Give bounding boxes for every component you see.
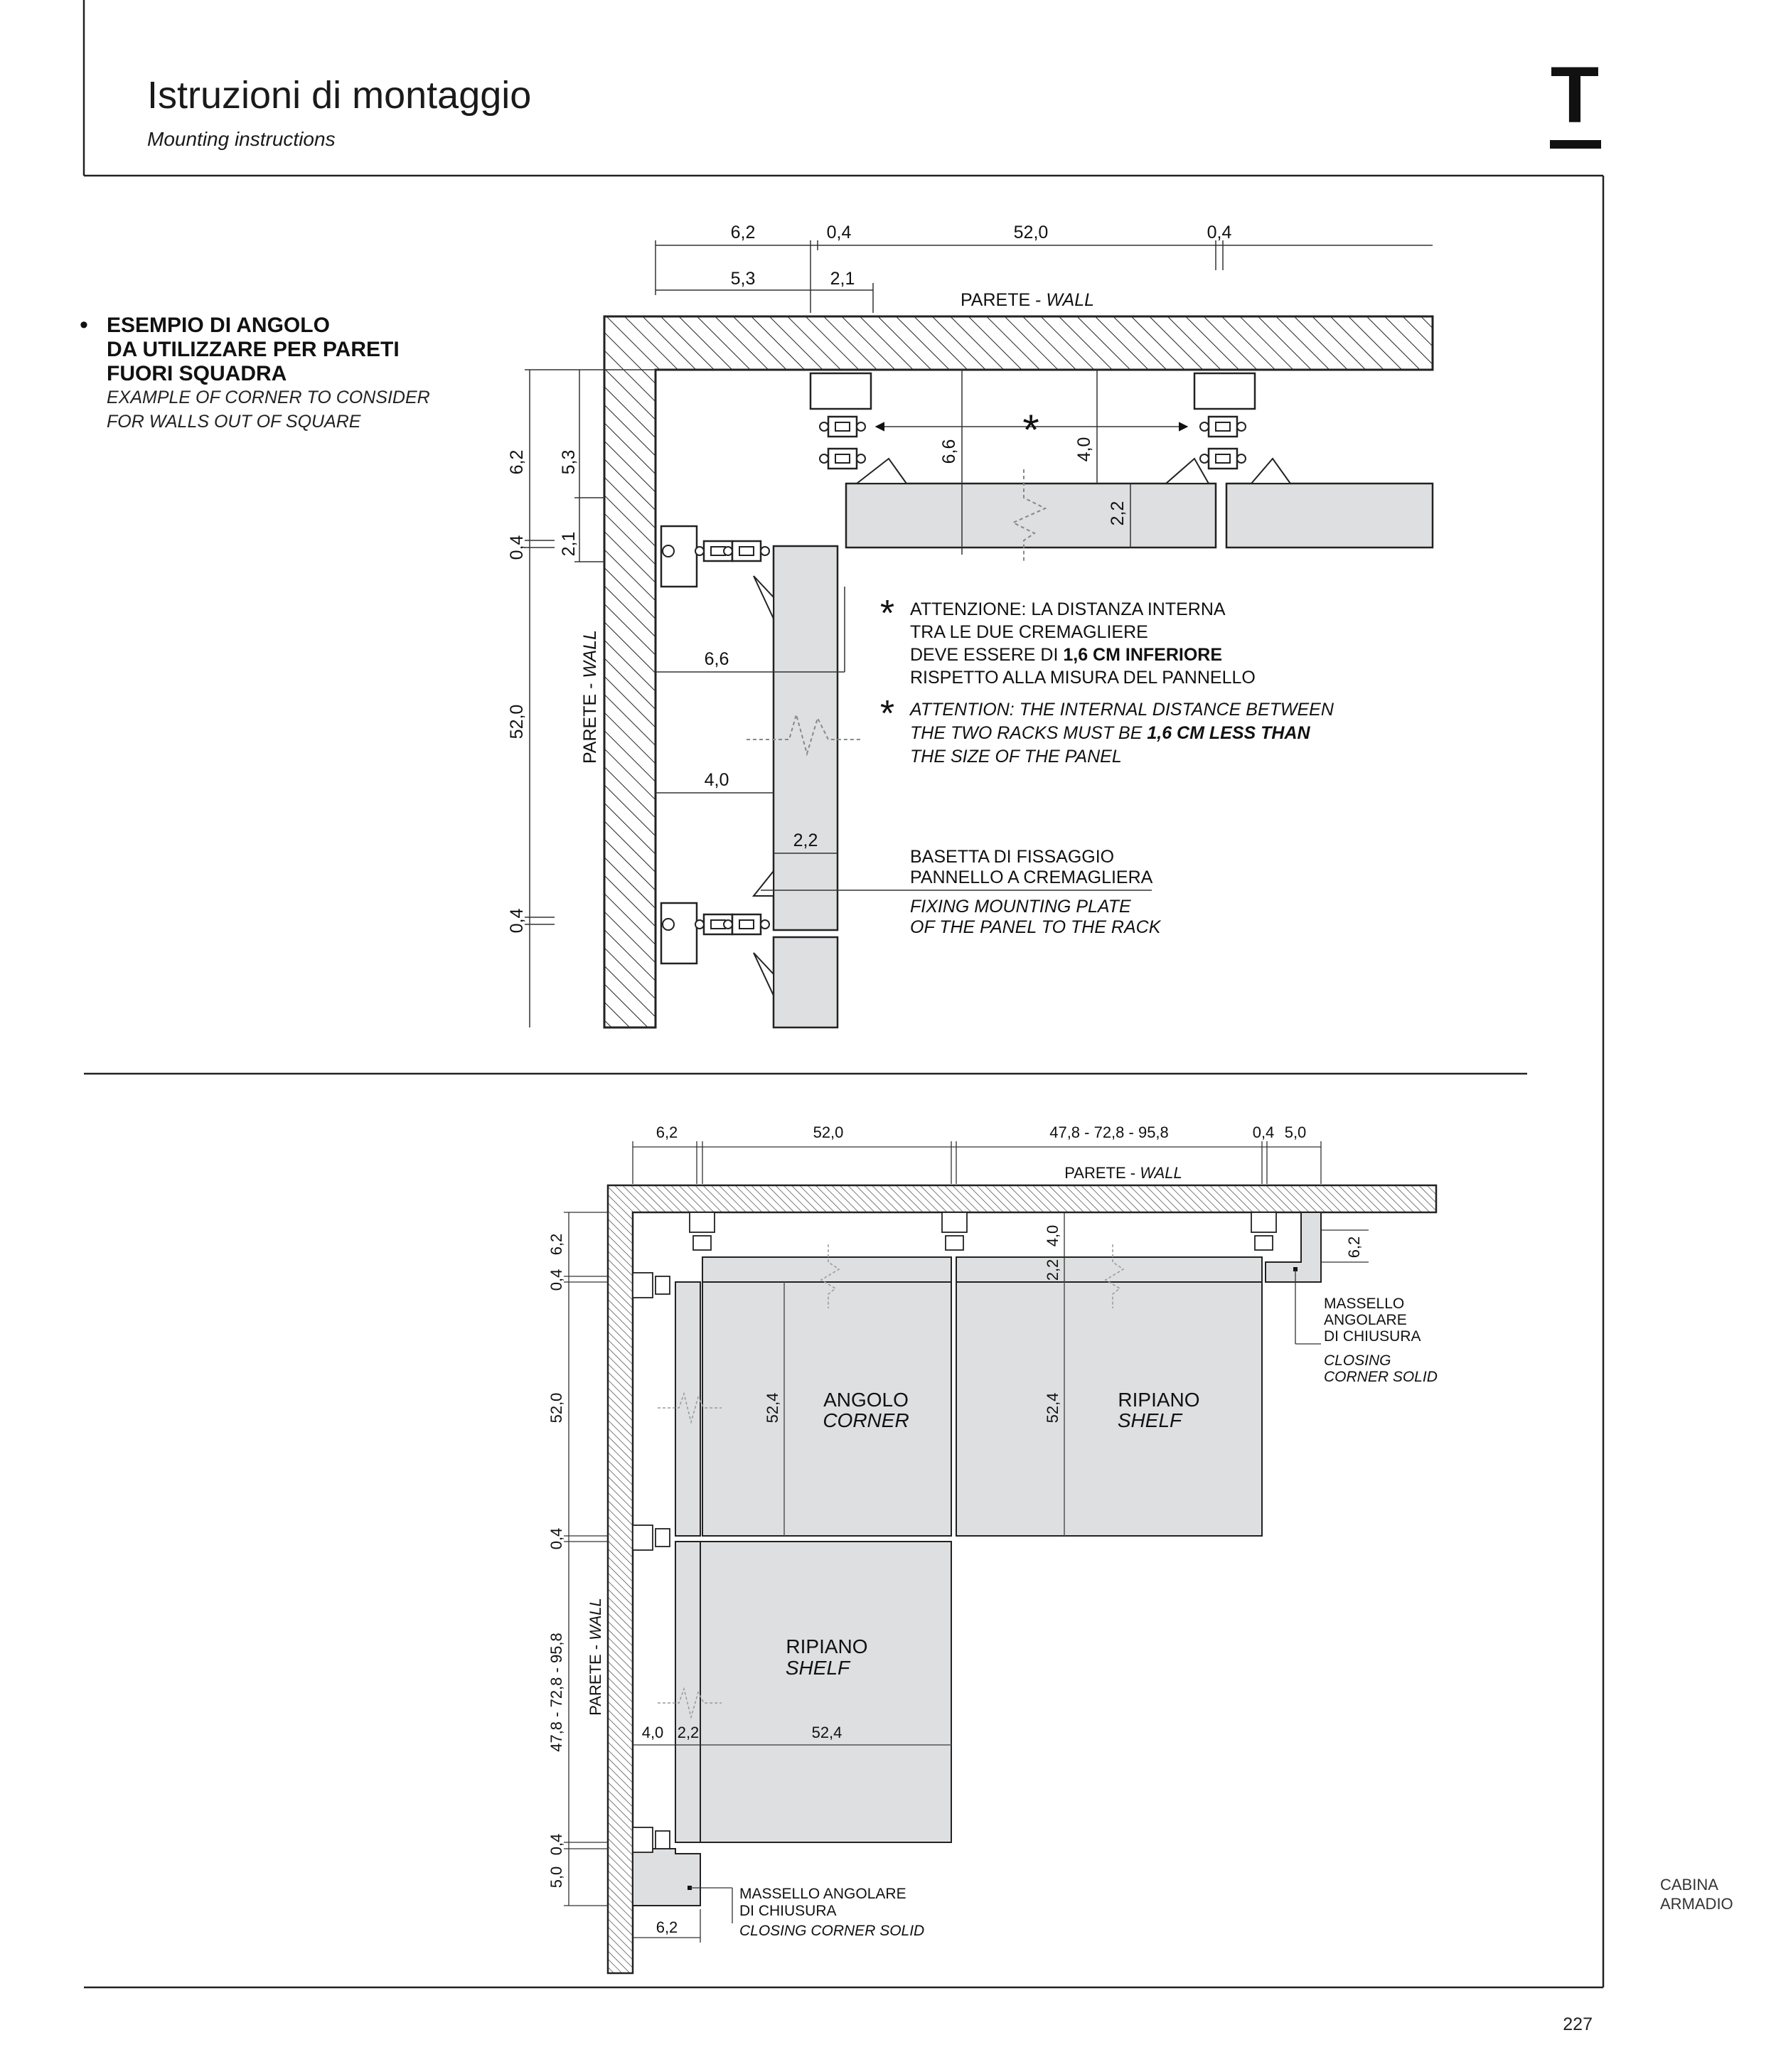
dim2-left-0-4: 0,4 <box>547 1269 565 1291</box>
sidebar-line-1: CABINA <box>1660 1876 1718 1894</box>
massello-bottom-note <box>739 1886 924 1939</box>
logo-letter: T <box>1550 50 1600 139</box>
left-dimension-labels <box>507 450 579 934</box>
massello-right-it-1: MASSELLO <box>1324 1296 1405 1312</box>
dim-0-4-right: 0,4 <box>1207 223 1232 242</box>
note-en-line-2: THE TWO RACKS MUST BE 1,6 CM LESS THAN <box>910 723 1310 743</box>
dim2-bottom-2-2: 2,2 <box>677 1724 700 1741</box>
dim-left-4-0: 4,0 <box>704 770 729 790</box>
dim-5-3: 5,3 <box>730 269 756 289</box>
diagram-1-corner-out-of-square <box>507 223 1433 1027</box>
label-corner: CORNER <box>823 1409 909 1431</box>
basetta-it-line-1: BASETTA DI FISSAGGIO <box>910 847 1115 867</box>
asterisk-note-it: * <box>879 593 895 634</box>
massello-bottom-it-2: DI CHIUSURA <box>739 1903 837 1919</box>
massello-right-en-1: CLOSING <box>1324 1352 1391 1369</box>
dim2-0-4: 0,4 <box>1252 1123 1275 1141</box>
label-shelf-right: SHELF <box>1117 1409 1182 1431</box>
dim2-2-2: 2,2 <box>1044 1259 1061 1281</box>
page-number: 227 <box>1563 2014 1593 2034</box>
top-dimension-labels-2 <box>656 1123 1307 1141</box>
dim2-left-52-0: 52,0 <box>547 1392 565 1424</box>
massello-right-it-2: ANGOLARE <box>1324 1312 1407 1328</box>
dim-left-6-6: 6,6 <box>704 649 729 669</box>
label-shelf-bottom: SHELF <box>785 1657 850 1679</box>
massello-bottom-en: CLOSING CORNER SOLID <box>739 1923 925 1939</box>
heading-line-1: ESEMPIO DI ANGOLO <box>107 314 330 337</box>
dim-left-6-2: 6,2 <box>507 449 527 475</box>
dim2-4-0: 4,0 <box>1044 1224 1061 1247</box>
dim-6-2: 6,2 <box>730 223 756 242</box>
dim2-5-0: 5,0 <box>1284 1123 1307 1141</box>
section1-heading <box>80 311 430 432</box>
dim2-6-2: 6,2 <box>656 1123 678 1141</box>
left-panel-2 <box>774 937 838 1027</box>
attention-note <box>880 593 1334 767</box>
label-ripiano-bottom: RIPIANO <box>786 1635 868 1657</box>
note-it-line-1: ATTENZIONE: LA DISTANZA INTERNA <box>910 599 1226 619</box>
note-it-line-3: DEVE ESSERE DI 1,6 CM INFERIORE <box>910 645 1223 665</box>
heading-en-line-1: EXAMPLE OF CORNER TO CONSIDER <box>107 388 430 407</box>
dim2-left-0-4-b: 0,4 <box>547 1527 565 1550</box>
wall-label-2-top: PARETE - WALL <box>1064 1164 1182 1182</box>
rack-left-2 <box>661 871 774 995</box>
note-it-line-2: TRA LE DUE CREMAGLIERE <box>910 622 1148 642</box>
wall-label-2-left: PARETE - WALL <box>587 1598 604 1716</box>
dim2-52-4-a: 52,4 <box>764 1392 781 1424</box>
dim-left-52-0: 52,0 <box>507 704 527 739</box>
dim-6-6: 6,6 <box>939 439 959 464</box>
note-it-line-4: RISPETTO ALLA MISURA DEL PANNELLO <box>910 668 1256 688</box>
page-subtitle: Mounting instructions <box>147 128 336 150</box>
rack-left-1 <box>661 526 774 619</box>
left-strip-2 <box>675 1542 700 1842</box>
dim2-bottom-4-0: 4,0 <box>641 1724 664 1741</box>
asterisk-note-en: * <box>879 693 895 735</box>
rack-top-2 <box>1166 373 1290 484</box>
note-en-line-1: ATTENTION: THE INTERNAL DISTANCE BETWEEN <box>910 700 1334 720</box>
massello-bottom-it-1: MASSELLO ANGOLARE <box>739 1886 906 1902</box>
dim2-left-0-4-c: 0,4 <box>547 1833 565 1856</box>
left-dimension-labels-2 <box>547 1234 565 1889</box>
diagram-2-cabin-layout <box>547 1123 1438 1973</box>
dim-left-0-4-b: 0,4 <box>507 908 527 934</box>
label-angolo: ANGOLO <box>823 1389 909 1411</box>
dim2-bottom-6-2: 6,2 <box>656 1918 678 1936</box>
closing-corner-solid-bottom <box>633 1849 700 1906</box>
top-dimension-lines-2 <box>633 1141 1321 1184</box>
top-dimension-labels <box>731 223 1232 289</box>
logo-bar <box>1550 140 1601 149</box>
dim2-left-variable: 47,8 - 72,8 - 95,8 <box>547 1633 565 1752</box>
sidebar-label <box>1660 1876 1733 1913</box>
basetta-en-line-1: FIXING MOUNTING PLATE <box>910 897 1131 917</box>
heading-en-line-2: FOR WALLS OUT OF SQUARE <box>107 412 361 432</box>
dim-left-5-3: 5,3 <box>559 449 579 475</box>
dim-4-0: 4,0 <box>1074 437 1094 462</box>
dim2-52-0: 52,0 <box>813 1123 844 1141</box>
dim-left-2-1: 2,1 <box>559 531 579 557</box>
sidebar-line-2: ARMADIO <box>1660 1895 1733 1913</box>
heading-line-2: DA UTILIZZARE PER PARETI <box>107 338 400 361</box>
shelf-panel-bottom <box>700 1542 951 1842</box>
dim-left-0-4: 0,4 <box>507 535 527 560</box>
dim-0-4: 0,4 <box>826 223 852 242</box>
dim2-6-2-right: 6,2 <box>1345 1236 1363 1259</box>
dim-52-0: 52,0 <box>1013 223 1049 242</box>
dim2-left-6-2: 6,2 <box>547 1233 565 1256</box>
wall-label-left: PARETE - WALL <box>580 629 600 764</box>
massello-right-it-3: DI CHIUSURA <box>1324 1328 1421 1345</box>
top-panel-1 <box>846 484 1216 548</box>
top-panel-2 <box>1226 484 1433 548</box>
note-en-line-3: THE SIZE OF THE PANEL <box>910 747 1122 767</box>
dim2-variable: 47,8 - 72,8 - 95,8 <box>1049 1123 1169 1141</box>
dim-left-2-2: 2,2 <box>793 831 818 850</box>
left-dimension-lines-2 <box>564 1212 608 1906</box>
top-strip-1 <box>702 1257 951 1282</box>
brand-logo <box>1550 50 1601 149</box>
rack-top-1 <box>811 373 906 484</box>
dim-2-2: 2,2 <box>1108 501 1128 526</box>
dim-2-1: 2,1 <box>830 269 855 289</box>
dim2-bottom-52-4: 52,4 <box>811 1724 842 1741</box>
page-title: Istruzioni di montaggio <box>147 74 532 117</box>
basetta-en-line-2: OF THE PANEL TO THE RACK <box>910 917 1161 937</box>
heading-line-3: FUORI SQUADRA <box>107 362 287 385</box>
massello-right-note <box>1324 1296 1438 1385</box>
label-ripiano-right: RIPIANO <box>1118 1389 1200 1411</box>
shelf-panel-right <box>956 1282 1262 1536</box>
basetta-it-line-2: PANNELLO A CREMAGLIERA <box>910 867 1153 887</box>
basetta-note <box>910 847 1162 937</box>
bullet: • <box>80 311 88 338</box>
massello-right-en-2: CORNER SOLID <box>1324 1369 1438 1385</box>
wall-label-top: PARETE - WALL <box>960 290 1095 310</box>
dim2-52-4-b: 52,4 <box>1044 1392 1061 1424</box>
asterisk-top: * <box>1022 406 1039 454</box>
dim2-left-5-0: 5,0 <box>547 1866 565 1889</box>
